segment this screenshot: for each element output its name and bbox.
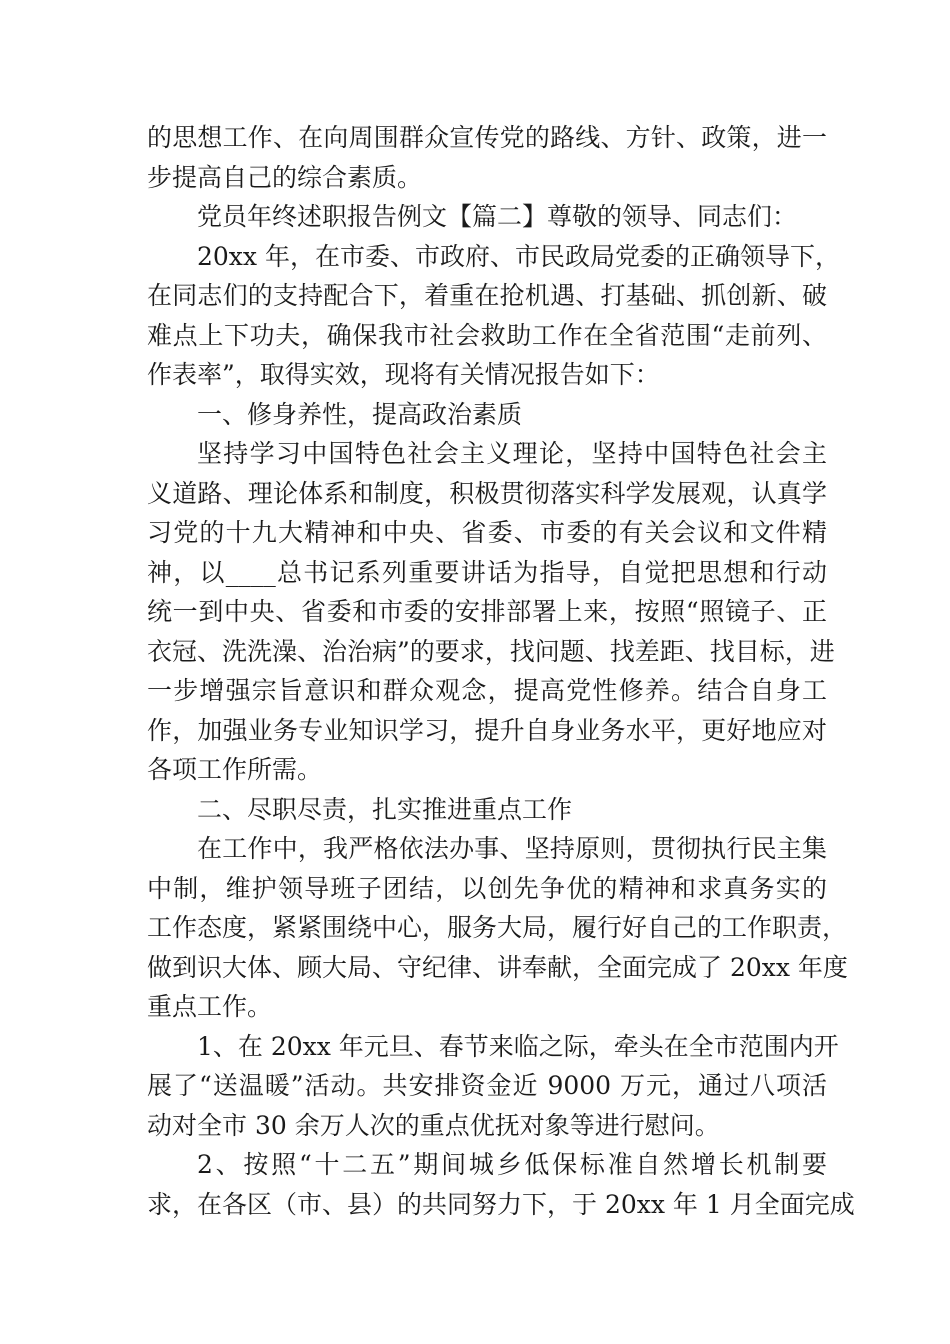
text-line: 习党的十九大精神和中央、省委、市委的有关会议和文件精: [147, 518, 827, 547]
text-line: 一、修身养性，提高政治素质: [197, 399, 523, 429]
text-line: 党员年终述职报告例文【篇二】尊敬的领导、同志们：: [197, 202, 798, 231]
text-line: 各项工作所需。: [147, 755, 323, 784]
text-line: 统一到中央、省委和市委的安排部署上来，按照“照镜子、正: [147, 597, 827, 626]
text-line: 20xx 年，在市委、市政府、市民政局党委的正确领导下，: [197, 241, 840, 271]
text-line: 义道路、理论体系和制度，积极贯彻落实科学发展观，认真学: [147, 478, 827, 508]
text-line: 衣冠、洗洗澡、治治病”的要求，找问题、找差距、找目标，进: [147, 636, 835, 666]
text-line: 难点上下功夫，确保我市社会救助工作在全省范围“走前列、: [147, 320, 827, 350]
text-line: 做到识大体、顾大局、守纪律、讲奉献，全面完成了 20xx 年度: [147, 952, 848, 982]
text-line: 坚持学习中国特色社会主义理论，坚持中国特色社会主: [197, 439, 827, 468]
text-line: 一步增强宗旨意识和群众观念，提高党性修养。结合自身工: [147, 676, 827, 705]
text-line: 作表率”，取得实效，现将有关情况报告如下：: [147, 360, 660, 389]
text-line: 在同志们的支持配合下，着重在抢机遇、打基础、抓创新、破: [147, 281, 827, 310]
document-body: [147, 118, 855, 1224]
text-line: 作，加强业务专业知识学习，提升自身业务水平，更好地应对: [147, 715, 827, 745]
text-line: 2、按照“十二五”期间城乡低保标准自然增长机制要: [197, 1150, 827, 1179]
text-line: 在工作中，我严格依法办事、坚持原则，贯彻执行民主集: [197, 834, 827, 863]
text-line: 1、在 20xx 年元旦、春节来临之际，牵头在全市范围内开: [197, 1031, 839, 1061]
text-line: 重点工作。: [147, 992, 273, 1021]
text-line: 神，以____总书记系列重要讲话为指导，自觉把思想和行动: [147, 557, 827, 587]
text-line: 步提高自己的综合素质。: [147, 162, 423, 192]
text-line: 的思想工作、在向周围群众宣传党的路线、方针、政策，进一: [147, 123, 827, 152]
text-line: 工作态度，紧紧围绕中心，服务大局，履行好自己的工作职责，: [147, 913, 848, 942]
text-line: 动对全市 30 余万人次的重点优抚对象等进行慰问。: [147, 1110, 720, 1140]
text-line: 中制，维护领导班子团结，以创先争优的精神和求真务实的: [147, 873, 827, 903]
text-line: 二、尽职尽责，扎实推进重点工作: [197, 794, 573, 824]
text-line: 展了“送温暖”活动。共安排资金近 9000 万元，通过八项活: [147, 1071, 827, 1100]
text-line: 求，在各区（市、县）的共同努力下，于 20xx 年 1 月全面完成: [147, 1189, 855, 1219]
